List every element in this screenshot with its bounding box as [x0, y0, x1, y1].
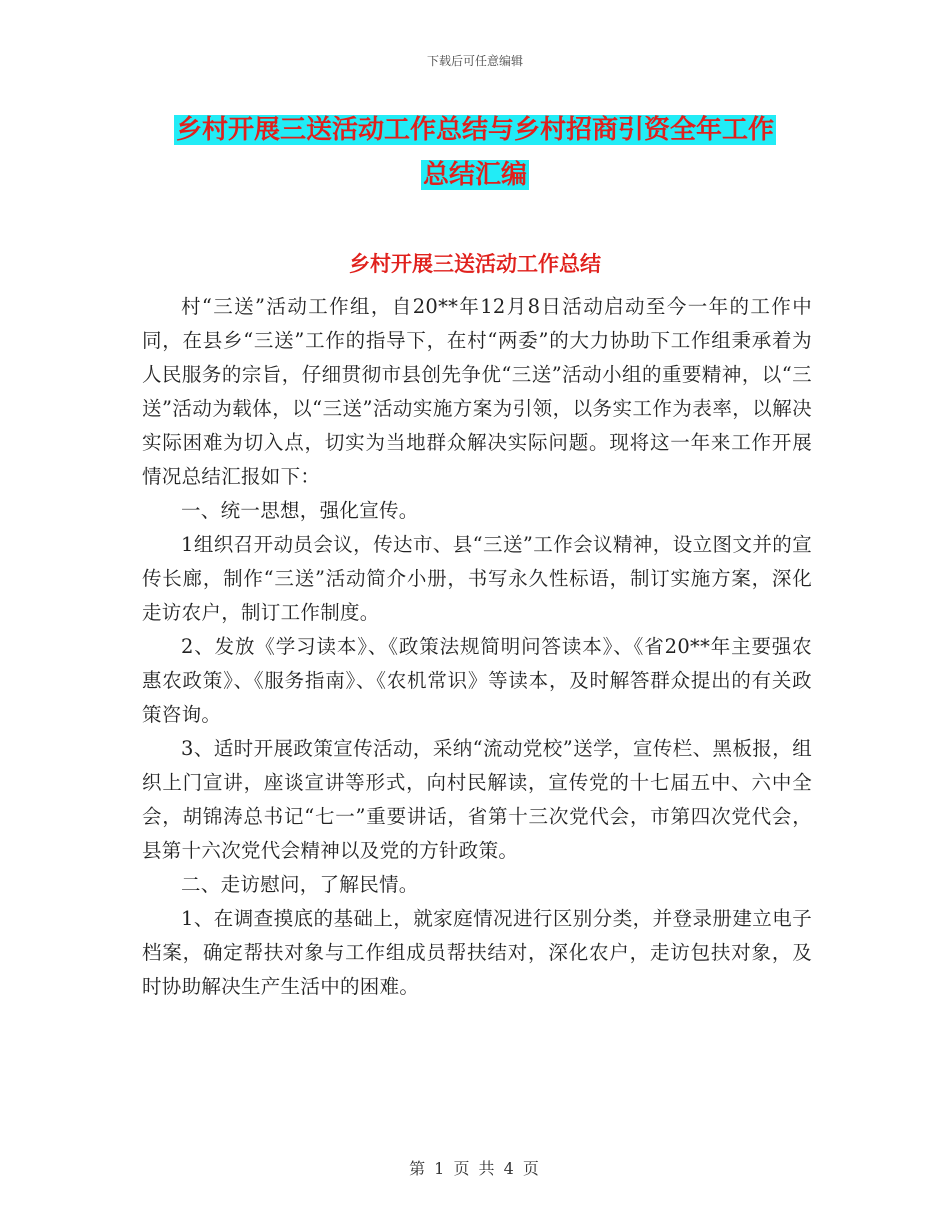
heading-unify-thinking: 一、统一思想，强化宣传。 — [181, 499, 419, 522]
heading-visit-condolence: 二、走访慰问，了解民情。 — [181, 873, 419, 896]
paragraph-item-2: 2、发放《学习读本》、《政策法规简明问答读本》、《省20**年主要强农惠农政策》、《服务指南》、《农机常识》等读本，及时解答群众提出的有关政策咨询。 — [142, 635, 812, 726]
paragraph-intro: 村“三送”活动工作组，自20**年12月8日活动启动至今一年的工作中同，在县乡“三送”工作的指导下，在村“两委”的大力协助下工作组秉承着为人民服务的宗旨，仔细贯彻市县创先争优“三送”活动小组的重要精神，以“三送”活动为载体，以“三送”活动实施方案为引领，以务实工作为表率，以解决实际困难为切入点，切实为当地群众解决实际问题。现将这一年来工作开展情况总结汇报如下： — [142, 295, 812, 488]
document-title-line-1-text: 乡村开展三送活动工作总结与乡村招商引资全年工作 — [175, 115, 774, 145]
document-body — [142, 290, 812, 1004]
paragraph-item-1: 1组织召开动员会议，传达市、县“三送”工作会议精神，设立图文并的宣传长廊，制作“三送”活动简介小册，书写永久性标语，制订实施方案，深化走访农户，制订工作制度。 — [142, 533, 812, 624]
document-title-line-2 — [0, 156, 950, 194]
paragraph-item-3: 3、适时开展政策宣传活动，采纳“流动党校”送学，宣传栏、黑板报，组织上门宣讲，座谈宣讲等形式，向村民解读，宣传党的十七届五中、六中全会，胡锦涛总书记“七一”重要讲话，省第十三次党代会，市第四次党代会，县第十六次党代会精神以及党的方针政策。 — [142, 737, 812, 862]
page-number-footer: 第 1 页 共 4 页 — [409, 1159, 541, 1178]
paragraph-visit-item-1: 1、在调查摸底的基础上，就家庭情况进行区别分类，并登录册建立电子档案，确定帮扶对象与工作组成员帮扶结对，深化农户，走访包扶对象，及时协助解决生产生活中的困难。 — [142, 907, 812, 998]
document-title-line-1 — [0, 111, 950, 149]
document-title-line-2-text: 总结汇编 — [422, 160, 527, 190]
header-note: 下载后可任意编辑 — [426, 54, 523, 68]
section-title: 乡村开展三送活动工作总结 — [349, 252, 601, 276]
